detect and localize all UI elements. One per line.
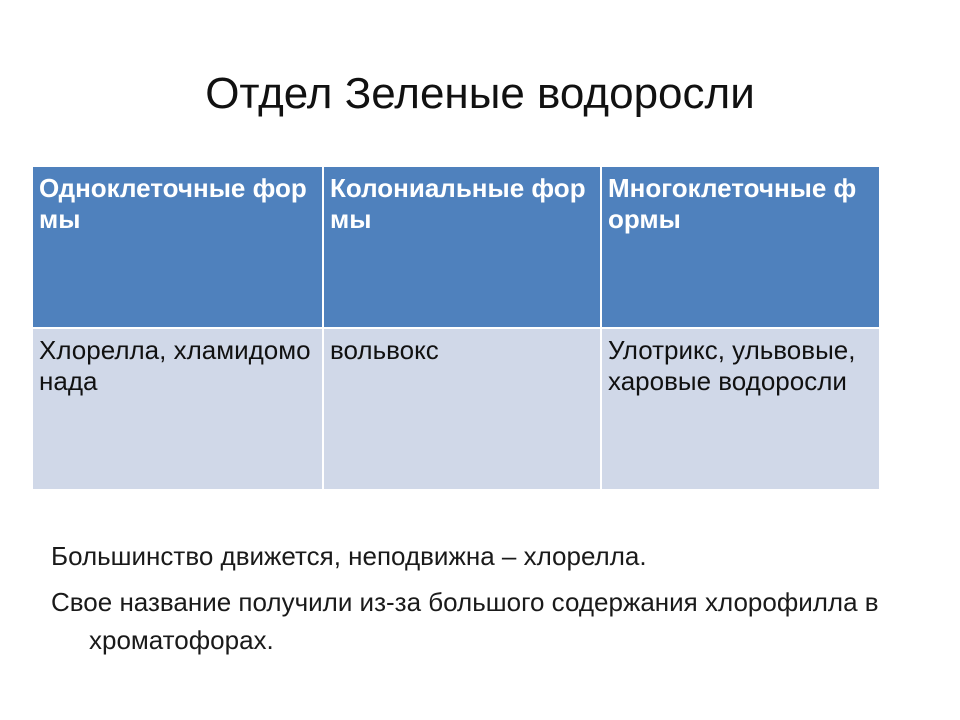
header-colonial: Колониальные формы — [323, 167, 601, 328]
header-multicellular: Многоклеточные формы — [601, 167, 879, 328]
notes-list — [51, 537, 921, 667]
cell-colonial-examples: вольвокс — [323, 328, 601, 490]
table-row — [33, 328, 879, 490]
note-name-origin: Свое название получили из-за большого содержания хлорофилла в хроматофорах. — [51, 587, 879, 655]
slide-title: Отдел Зеленые водоросли — [205, 69, 755, 118]
cell-unicellular-examples: Хлорелла, хламидомонада — [33, 328, 323, 490]
algae-forms-table — [33, 167, 879, 491]
cell-multicellular-examples: Улотрикс, ульвовые, харовые водоросли — [601, 328, 879, 490]
header-unicellular: Одноклеточные формы — [33, 167, 323, 328]
note-motility: Большинство движется, неподвижна – хлорелла. — [51, 541, 647, 571]
table-header-row — [33, 167, 879, 328]
